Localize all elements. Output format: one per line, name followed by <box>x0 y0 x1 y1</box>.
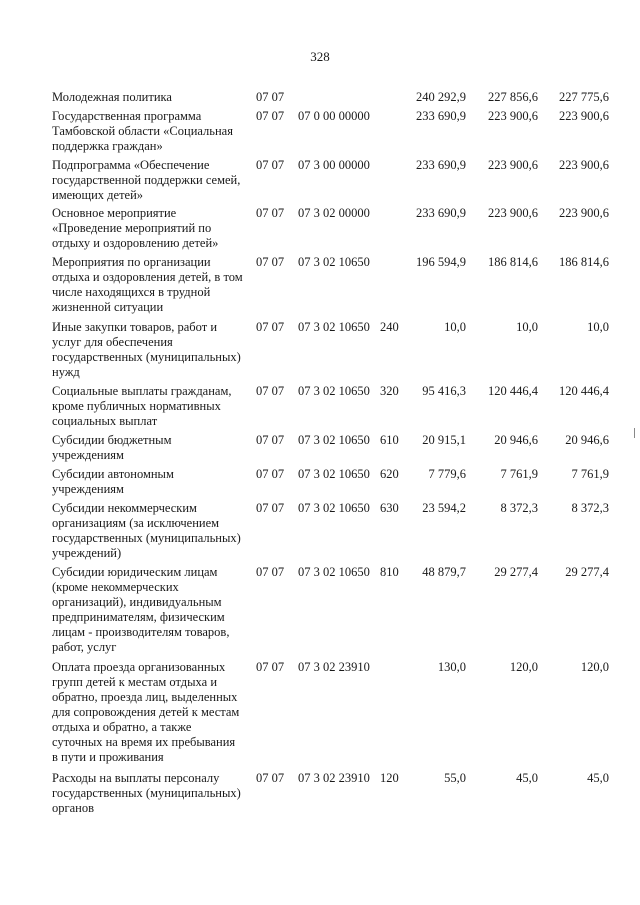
row-value-year-1: 233 690,9 <box>416 158 466 172</box>
row-value-year-1: 196 594,9 <box>416 255 466 269</box>
row-value-year-2: 8 372,3 <box>500 501 538 515</box>
row-section-code: 07 07 <box>256 771 285 785</box>
row-section-code: 07 07 <box>256 255 285 269</box>
row-section-code: 07 07 <box>256 206 285 220</box>
row-value-year-2: 223 900,6 <box>488 109 538 123</box>
row-name: Субсидии автономным учреждениям <box>52 467 174 496</box>
row-value-year-2: 10,0 <box>516 320 538 334</box>
row-value-year-1: 20 915,1 <box>422 433 466 447</box>
row-value-year-3: 7 761,9 <box>571 467 609 481</box>
row-expense-type: 610 <box>380 433 399 447</box>
row-value-year-2: 20 946,6 <box>494 433 538 447</box>
row-section-code: 07 07 <box>256 565 285 579</box>
row-name: Субсидии юридическим лицам (кроме некоммерческих организаций), индивидуальным предпринимателям, физическим лицам - производителям товаров, работ, услуг <box>52 565 230 654</box>
row-value-year-1: 130,0 <box>437 660 466 674</box>
row-section-code: 07 07 <box>256 320 285 334</box>
row-name: Субсидии некоммерческим организациям (за исключением государственных (муниципальных) учреждений) <box>52 501 241 560</box>
row-section-code: 07 07 <box>256 158 285 172</box>
row-value-year-1: 55,0 <box>444 771 466 785</box>
row-value-year-2: 120,0 <box>509 660 538 674</box>
row-target-article: 07 3 02 10650 <box>298 255 370 269</box>
row-target-article: 07 0 00 00000 <box>298 109 370 123</box>
row-target-article: 07 3 02 23910 <box>298 771 370 785</box>
row-value-year-1: 95 416,3 <box>422 384 466 398</box>
row-target-article: 07 3 02 10650 <box>298 467 370 481</box>
row-name: Молодежная политика <box>52 90 172 104</box>
row-value-year-3: 186 814,6 <box>559 255 609 269</box>
row-value-year-2: 223 900,6 <box>488 158 538 172</box>
row-name: Государственная программа Тамбовской области «Социальная поддержка граждан» <box>52 109 233 153</box>
row-name: Расходы на выплаты персоналу государственных (муниципальных) органов <box>52 771 241 815</box>
row-value-year-3: 10,0 <box>587 320 609 334</box>
row-value-year-3: 20 946,6 <box>565 433 609 447</box>
page-number: 328 <box>310 49 330 64</box>
row-value-year-3: 223 900,6 <box>559 158 609 172</box>
row-value-year-2: 186 814,6 <box>488 255 538 269</box>
row-value-year-2: 120 446,4 <box>488 384 538 398</box>
row-section-code: 07 07 <box>256 433 285 447</box>
row-expense-type: 240 <box>380 320 399 334</box>
row-value-year-1: 7 779,6 <box>428 467 466 481</box>
row-expense-type: 810 <box>380 565 399 579</box>
row-target-article: 07 3 02 23910 <box>298 660 370 674</box>
row-value-year-3: 45,0 <box>587 771 609 785</box>
row-value-year-2: 7 761,9 <box>500 467 538 481</box>
row-target-article: 07 3 02 10650 <box>298 384 370 398</box>
row-target-article: 07 3 02 00000 <box>298 206 370 220</box>
row-value-year-3: 227 775,6 <box>559 90 609 104</box>
row-value-year-3: 120 446,4 <box>559 384 609 398</box>
row-expense-type: 630 <box>380 501 399 515</box>
row-name: Мероприятия по организации отдыха и оздоровления детей, в том числе находящихся в трудной жизненной ситуации <box>52 255 243 314</box>
row-value-year-1: 23 594,2 <box>422 501 466 515</box>
row-section-code: 07 07 <box>256 467 285 481</box>
row-value-year-1: 233 690,9 <box>416 109 466 123</box>
row-section-code: 07 07 <box>256 90 285 104</box>
row-target-article: 07 3 02 10650 <box>298 565 370 579</box>
row-target-article: 07 3 00 00000 <box>298 158 370 172</box>
row-target-article: 07 3 02 10650 <box>298 320 370 334</box>
row-value-year-1: 240 292,9 <box>416 90 466 104</box>
row-target-article: 07 3 02 10650 <box>298 433 370 447</box>
row-value-year-3: 8 372,3 <box>571 501 609 515</box>
row-value-year-3: 223 900,6 <box>559 206 609 220</box>
row-name: Иные закупки товаров, работ и услуг для обеспечения государственных (муниципальных) нужд <box>52 320 241 379</box>
row-value-year-3: 223 900,6 <box>559 109 609 123</box>
row-section-code: 07 07 <box>256 384 285 398</box>
row-value-year-3: 120,0 <box>580 660 609 674</box>
row-name: Оплата проезда организованных групп детей к местам отдыха и обратно, проезда лиц, выделенных для сопровождения детей к местам отдыха и обратно, а также суточных на время их пребывания в пути и проживания <box>52 660 240 764</box>
row-name: Подпрограмма «Обеспечение государственной поддержки семей, имеющих детей» <box>52 158 241 202</box>
row-section-code: 07 07 <box>256 501 285 515</box>
row-value-year-1: 10,0 <box>444 320 466 334</box>
row-value-year-1: 48 879,7 <box>422 565 466 579</box>
row-name: Субсидии бюджетным учреждениям <box>52 433 172 462</box>
row-name: Основное мероприятие «Проведение мероприятий по отдыху и оздоровлению детей» <box>52 206 219 250</box>
row-value-year-3: 29 277,4 <box>565 565 609 579</box>
row-section-code: 07 07 <box>256 660 285 674</box>
row-value-year-1: 233 690,9 <box>416 206 466 220</box>
row-value-year-2: 29 277,4 <box>494 565 538 579</box>
row-value-year-2: 45,0 <box>516 771 538 785</box>
row-target-article: 07 3 02 10650 <box>298 501 370 515</box>
scan-mark <box>634 428 638 438</box>
row-expense-type: 120 <box>380 771 399 785</box>
row-value-year-2: 223 900,6 <box>488 206 538 220</box>
row-expense-type: 620 <box>380 467 399 481</box>
row-expense-type: 320 <box>380 384 399 398</box>
row-name: Социальные выплаты гражданам, кроме публичных нормативных социальных выплат <box>52 384 232 428</box>
row-value-year-2: 227 856,6 <box>488 90 538 104</box>
row-section-code: 07 07 <box>256 109 285 123</box>
